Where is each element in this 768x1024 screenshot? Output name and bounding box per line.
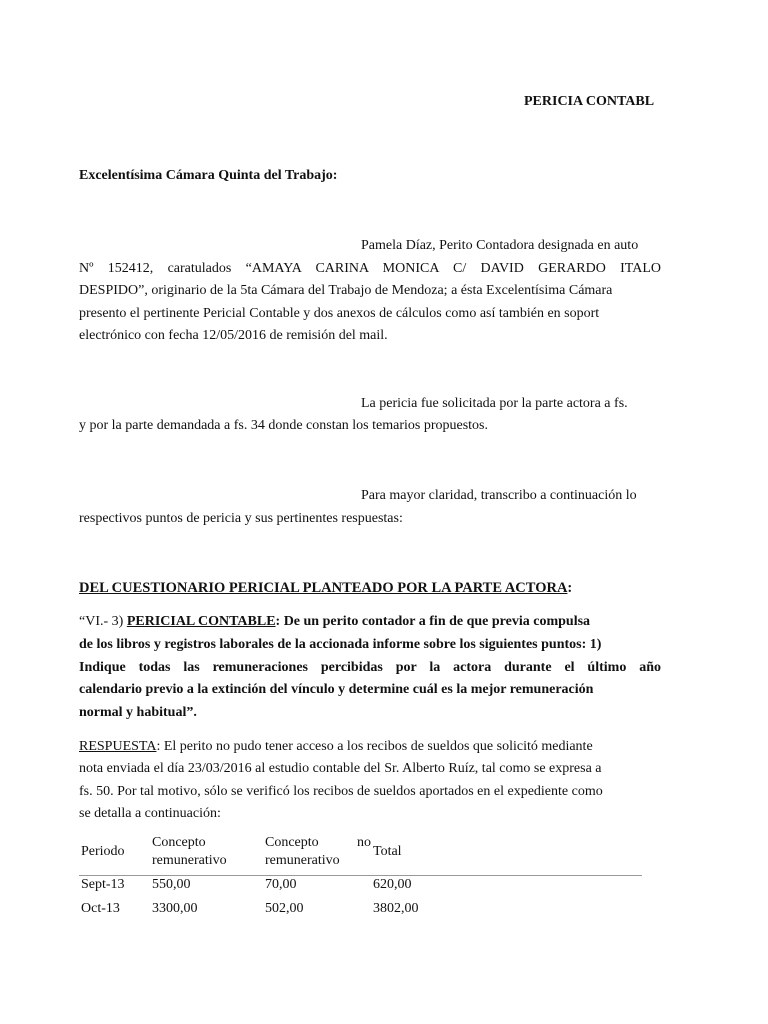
paragraph-line: Para mayor claridad, transcribo a continuación lo [361, 488, 637, 503]
cell-no-remunerativo: 502,00 [265, 901, 304, 916]
paragraph-line: y por la parte demandada a fs. 34 donde constan los temarios propuestos. [79, 418, 489, 433]
section-heading-colon: : [567, 580, 573, 596]
section-heading-text: DEL CUESTIONARIO PERICIAL PLANTEADO POR LA PARTE ACTORA [79, 580, 568, 596]
header-no-word: no [357, 835, 371, 850]
question-line [79, 614, 661, 630]
answer-line [79, 739, 661, 755]
table-header-rule [79, 875, 642, 876]
cell-total: 620,00 [373, 877, 412, 892]
header-total: Total [373, 844, 402, 859]
cell-periodo: Oct-13 [81, 901, 120, 916]
cell-periodo: Sept-13 [81, 877, 125, 892]
paragraph-line: respectivos puntos de pericia y sus pertinentes respuestas: [79, 511, 403, 526]
answer-line: se detalla a continuación: [79, 806, 221, 821]
salutation: Excelentísima Cámara Quinta del Trabajo: [79, 168, 338, 183]
paragraph-line: DESPIDO”, originario de la 5ta Cámara del Trabajo de Mendoza; a ésta Excelentísima Cámara [79, 283, 613, 298]
header-no-remunerativo-line1: Concepto [265, 835, 319, 850]
cell-total: 3802,00 [373, 901, 419, 916]
question-prefix: “VI.- 3) [79, 614, 127, 629]
cell-no-remunerativo: 70,00 [265, 877, 297, 892]
paragraph-line: electrónico con fecha 12/05/2016 de remisión del mail. [79, 328, 388, 343]
paragraph-line: Pamela Díaz, Perito Contadora designada en auto [361, 238, 639, 253]
paragraph-line: Nº 152412, caratulados “AMAYA CARINA MONICA C/ DAVID GERARDO ITALO [79, 261, 661, 276]
question-line: normal y habitual”. [79, 705, 197, 720]
header-remunerativo-line1: Concepto [152, 835, 206, 850]
answer-line: fs. 50. Por tal motivo, sólo se verificó los recibos de sueldos aportados en el expediente como [79, 784, 603, 799]
paragraph-line: La pericia fue solicitada por la parte actora a fs. [361, 396, 628, 411]
cell-remunerativo: 550,00 [152, 877, 191, 892]
header-periodo: Periodo [81, 844, 125, 859]
answer-label: RESPUESTA [79, 739, 157, 754]
question-line: Indique todas las remuneraciones percibidas por la actora durante el último año [79, 660, 661, 675]
paragraph-line: presento el pertinente Pericial Contable y dos anexos de cálculos como así también en soport [79, 306, 600, 321]
header-remunerativo-line2: remunerativo [152, 853, 227, 868]
question-text: : De un perito contador a fin de que previa compulsa [275, 614, 591, 629]
section-heading [79, 580, 572, 597]
question-line: de los libros y registros laborales de la accionada informe sobre los siguientes puntos: 1) [79, 637, 602, 652]
document-title: PERICIA CONTABL [524, 94, 655, 109]
answer-line: nota enviada el día 23/03/2016 al estudio contable del Sr. Alberto Ruíz, tal como se expresa a [79, 761, 602, 776]
question-line: calendario previo a la extinción del vínculo y determine cuál es la mejor remuneración [79, 682, 594, 697]
question-label: PERICIAL CONTABLE [126, 614, 276, 629]
cell-remunerativo: 3300,00 [152, 901, 198, 916]
header-no-remunerativo-line2: remunerativo [265, 853, 340, 868]
answer-text: : El perito no pudo tener acceso a los recibos de sueldos que solicitó mediante [156, 739, 593, 754]
